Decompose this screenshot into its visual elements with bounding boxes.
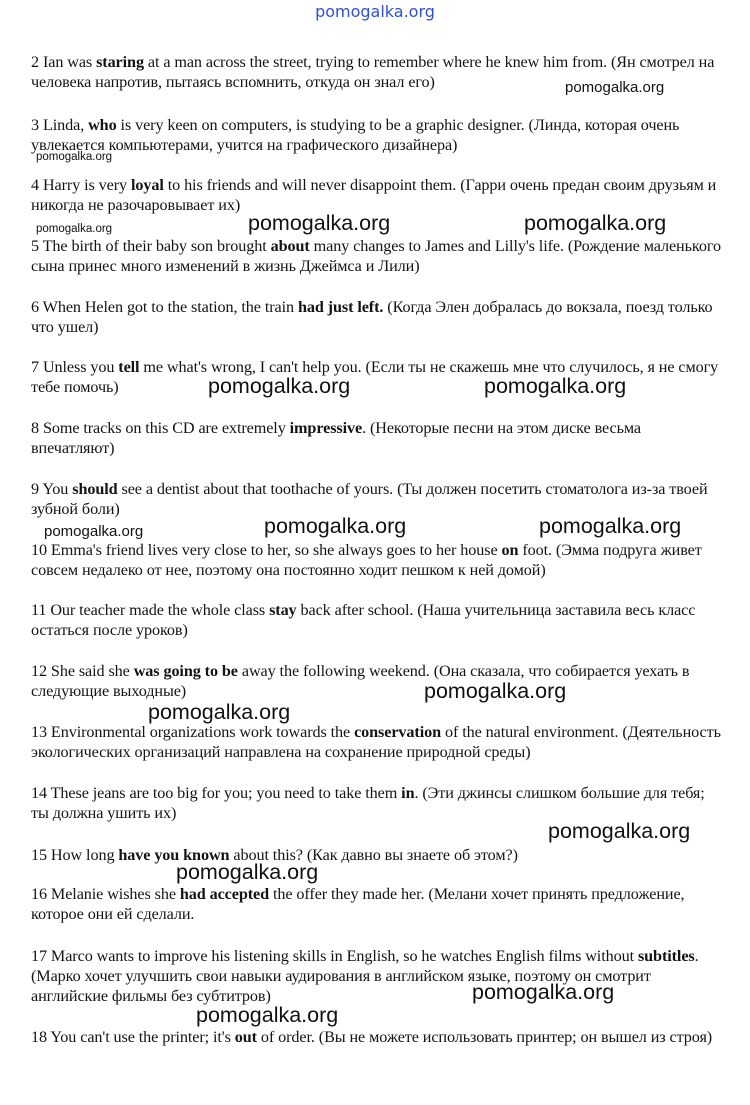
exercise-item-16: 16 Melanie wishes she had accepted the offer they made her. (Мелани хочет принять предложение, которое они ей сделали. <box>31 885 685 923</box>
watermark: pomogalka.org <box>196 1003 339 1027</box>
watermark: pomogalka.org <box>36 151 113 163</box>
exercise-item-5: 5 The birth of their baby son brought about many changes to James and Lilly's life. (Рождение маленького сына принес много изменений в жизнь Джеймса и Лили) <box>31 237 721 275</box>
watermark: pomogalka.org <box>36 223 113 235</box>
watermark: pomogalka.org <box>424 679 567 703</box>
exercise-item-15: 15 How long have you known about this? (Как давно вы знаете об этом?) <box>31 846 518 864</box>
watermark: pomogalka.org <box>248 211 391 235</box>
exercise-item-12: 12 She said she was going to be away the following weekend. (Она сказала, что собирается уехать в следующие выходные) <box>31 662 690 700</box>
exercise-item-6: 6 When Helen got to the station, the train had just left. (Когда Элен добралась до вокзала, поезд только что ушел) <box>31 298 713 336</box>
watermark: pomogalka.org <box>472 980 615 1004</box>
watermark: pomogalka.org <box>484 374 627 398</box>
watermark: pomogalka.org <box>176 860 319 884</box>
exercise-item-4: 4 Harry is very loyal to his friends and will never disappoint them. (Гарри очень предан своим друзьям и никогда не разочаровывает их) <box>31 176 717 214</box>
watermark: pomogalka.org <box>264 514 407 538</box>
exercise-item-3: 3 Linda, who is very keen on computers, is studying to be a graphic designer. (Линда, которая очень увлекается компьютерами, учится на графического дизайнера) <box>31 116 680 154</box>
exercise-item-11: 11 Our teacher made the whole class stay back after school. (Наша учительница заставила весь класс остаться после уроков) <box>31 601 696 639</box>
exercise-item-8: 8 Some tracks on this CD are extremely impressive. (Некоторые песни на этом диске весьма впечатляют) <box>31 419 642 457</box>
exercise-item-17: 17 Marco wants to improve his listening skills in English, so he watches English films without subtitles. (Марко хочет улучшить свои навыки аудирования в английском языке, поэтому он смотрит английские фильмы без субтитров) <box>31 947 699 1005</box>
exercise-item-2: 2 Ian was staring at a man across the street, trying to remember where he knew him from. (Ян смотрел на человека напротив, пытаясь вспомнить, откуда он знал его) <box>31 53 715 91</box>
exercise-item-9: 9 You should see a dentist about that toothache of yours. (Ты должен посетить стоматолога из-за твоей зубной боли) <box>31 480 708 518</box>
exercise-item-13: 13 Environmental organizations work towards the conservation of the natural environment. (Деятельность экологических организаций направлена на сохранение природной среды) <box>31 723 721 761</box>
watermark: pomogalka.org <box>148 700 291 724</box>
watermark: pomogalka.org <box>44 523 144 540</box>
watermark: pomogalka.org <box>208 374 351 398</box>
site-header: pomogalka.org <box>315 2 435 21</box>
exercise-item-10: 10 Emma's friend lives very close to her, so she always goes to her house on foot. (Эмма подруга живет совсем недалеко от нее, поэтому она постоянно ходит пешком к ней домой) <box>31 541 702 579</box>
watermark: pomogalka.org <box>539 514 682 538</box>
watermark: pomogalka.org <box>565 79 665 96</box>
watermark: pomogalka.org <box>548 819 691 843</box>
exercise-item-14: 14 These jeans are too big for you; you need to take them in. (Эти джинсы слишком большие для тебя; ты должна ушить их) <box>31 784 705 822</box>
watermark: pomogalka.org <box>524 211 667 235</box>
exercise-item-18: 18 You can't use the printer; it's out of order. (Вы не можете использовать принтер; он вышел из строя) <box>31 1028 713 1046</box>
exercise-item-7: 7 Unless you tell me what's wrong, I can't help you. (Если ты не скажешь мне что случилось, я не смогу тебе помочь) <box>31 358 719 396</box>
